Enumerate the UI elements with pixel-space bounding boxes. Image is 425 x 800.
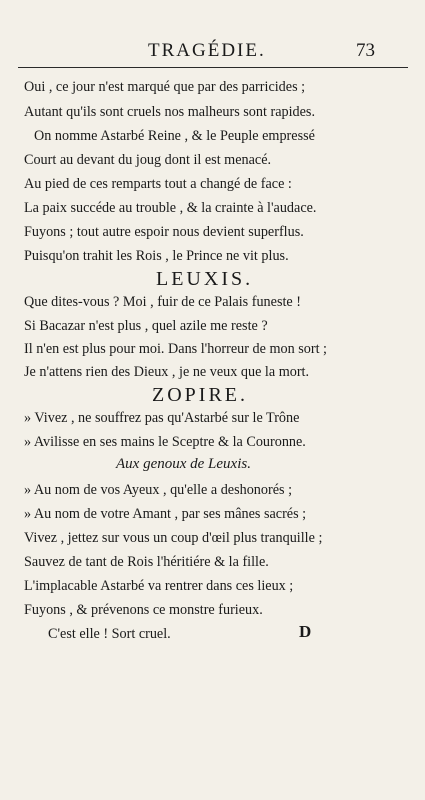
verse-line: Il n'en est plus pour moi. Dans l'horreur de mon sort ; bbox=[24, 341, 328, 357]
signature-mark: D bbox=[299, 622, 312, 641]
verse-line: Fuyons , & prévenons ce monstre furieux. bbox=[24, 602, 263, 618]
verse-line: » Au nom de votre Amant , par ses mânes sacrés ; bbox=[24, 506, 307, 522]
stage-direction: Aux genoux de Leuxis. bbox=[116, 456, 251, 472]
verse-line: L'implacable Astarbé va rentrer dans ces lieux ; bbox=[24, 578, 294, 594]
header-rule bbox=[18, 67, 408, 68]
verse-line: Fuyons ; tout autre espoir nous devient superflus. bbox=[24, 224, 304, 240]
verse-line: Sauvez de tant de Rois l'héritiére & la fille. bbox=[24, 554, 269, 570]
verse-line: Au pied de ces remparts tout a changé de face : bbox=[24, 176, 292, 192]
verse-line: Si Bacazar n'est plus , quel azile me reste ? bbox=[24, 318, 268, 334]
running-title: TRAGÉDIE. bbox=[148, 40, 266, 61]
speaker-name: ZOPIRE. bbox=[152, 384, 248, 406]
verse-line: Court au devant du joug dont il est menacé. bbox=[24, 152, 272, 168]
verse-line: » Avilisse en ses mains le Sceptre & la Couronne. bbox=[24, 434, 306, 450]
verse-line: » Vivez , ne souffrez pas qu'Astarbé sur le Trône bbox=[24, 410, 300, 426]
verse-line: Autant qu'ils sont cruels nos malheurs sont rapides. bbox=[24, 104, 315, 120]
speaker-name: LEUXIS. bbox=[156, 268, 254, 290]
verse-line: La paix succéde au trouble , & la crainte à l'audace. bbox=[24, 200, 317, 216]
page-number: 73 bbox=[356, 40, 375, 61]
verse-line: Que dites-vous ? Moi , fuir de ce Palais funeste ! bbox=[24, 294, 301, 310]
verse-line: Vivez , jettez sur vous un coup d'œil plus tranquille ; bbox=[24, 530, 323, 546]
verse-line: Je n'attens rien des Dieux , je ne veux que la mort. bbox=[24, 364, 310, 380]
verse-line: C'est elle ! Sort cruel. bbox=[48, 626, 171, 642]
verse-line: Oui , ce jour n'est marqué que par des parricides ; bbox=[24, 79, 306, 95]
page-header bbox=[0, 28, 425, 68]
verse-line: » Au nom de vos Ayeux , qu'elle a deshonorés ; bbox=[24, 482, 293, 498]
verse-line: On nomme Astarbé Reine , & le Peuple empressé bbox=[34, 128, 315, 144]
verse-line: Puisqu'on trahit les Rois , le Prince ne vit plus. bbox=[24, 248, 289, 264]
